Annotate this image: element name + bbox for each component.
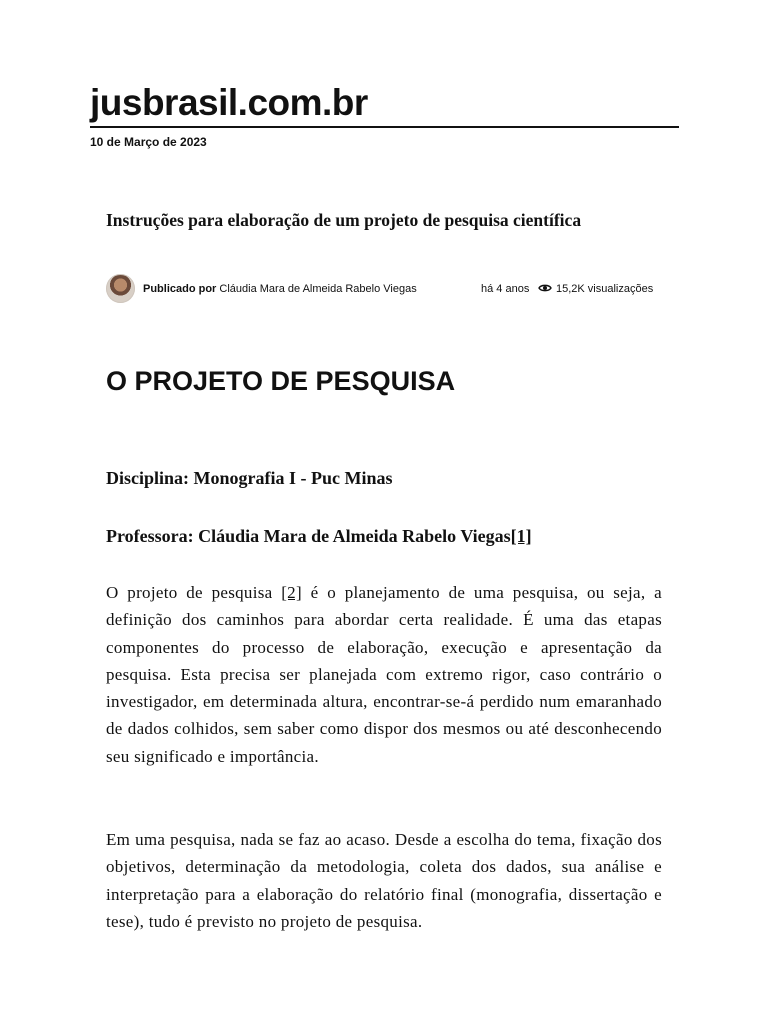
paragraph-1-rest: é o planejamento de uma pesquisa, ou seja, a definição dos caminhos para abordar certa realidade. É uma das etapas componentes do processo de elaboração, execução e apresentação da pesquisa. Esta precisa ser planejada com extremo rigor, caso contrário o investigador, em determinada altura, encontrar-se-á perdido num emaranhado de dados colhidos, sem saber como dispor dos mesmos ou até desconhecendo seu significado e importância. bbox=[106, 583, 662, 766]
header-divider bbox=[90, 126, 679, 128]
article-meta bbox=[106, 274, 662, 304]
views-label: 15,2K visualizações bbox=[556, 283, 654, 295]
avatar[interactable] bbox=[106, 274, 135, 303]
footnote-ref-2[interactable]: [2] bbox=[281, 583, 302, 602]
site-header bbox=[90, 80, 679, 150]
author-line bbox=[143, 283, 417, 295]
site-title[interactable]: jusbrasil.com.br bbox=[90, 82, 368, 123]
discipline-line: Disciplina: Monografia I - Puc Minas bbox=[106, 468, 393, 488]
paragraph-2: Em uma pesquisa, nada se faz ao acaso. Desde a escolha do tema, fixação dos objetivos, determinação da metodologia, coleta dos dados, sua análise e interpretação para a elaboração do relatório final (monografia, dissertação e tese), tudo é previsto no projeto de pesquisa. bbox=[106, 830, 662, 931]
professor-line bbox=[106, 524, 662, 548]
paragraph-1-start: O projeto de pesquisa bbox=[106, 583, 282, 602]
footnote-ref-1[interactable]: [1] bbox=[510, 526, 532, 546]
view-count bbox=[538, 283, 653, 295]
paragraph-1 bbox=[106, 579, 662, 770]
article-age: há 4 anos bbox=[481, 283, 530, 295]
published-by-label: Publicado por bbox=[143, 283, 217, 295]
professor-label: Professora: Cláudia Mara de Almeida Rabelo Viegas bbox=[106, 526, 511, 546]
author-name[interactable]: Cláudia Mara de Almeida Rabelo Viegas bbox=[219, 283, 417, 295]
publish-date: 10 de Março de 2023 bbox=[90, 135, 207, 149]
section-heading: O PROJETO DE PESQUISA bbox=[106, 366, 456, 396]
article-title: Instruções para elaboração de um projeto de pesquisa científica bbox=[106, 210, 582, 230]
eye-icon bbox=[538, 283, 552, 293]
